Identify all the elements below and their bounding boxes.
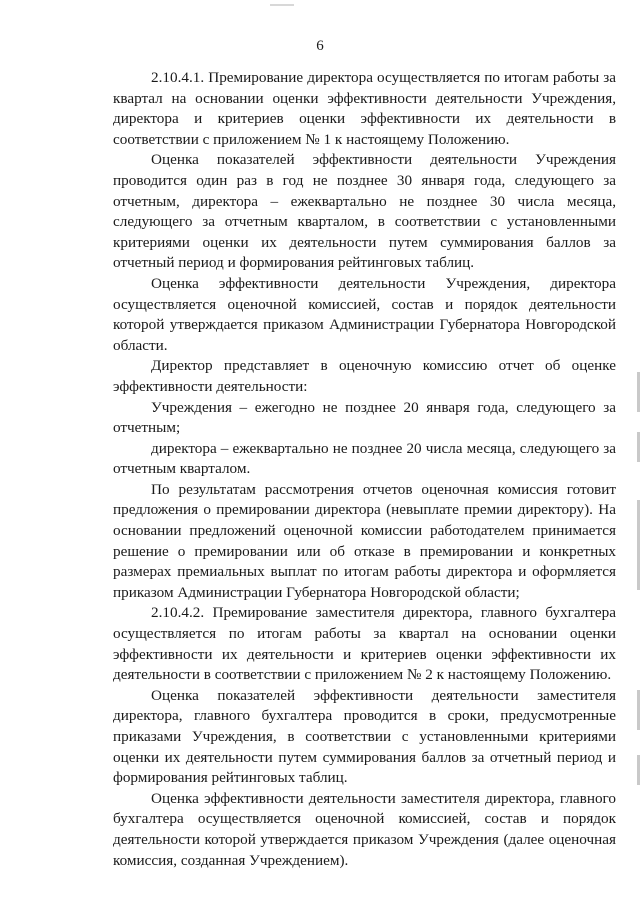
page-number: 6 (316, 38, 324, 54)
scan-speck (270, 4, 294, 6)
paragraph-deputy-indicators: Оценка показателей эффективности деятельности заместителя директора, главного бухгалтера проводится в сроки, предусмотренные приказами Учреждения, в соответствии с установленными критериями оценки их деятельности путем суммирования баллов за отчетный период и формирования рейтинговых таблиц. (113, 686, 616, 787)
paragraph-evaluation-commission: Оценка эффективности деятельности Учреждения, директора осуществляется оценочной комиссией, состав и порядок деятельности которой утверждается приказом Администрации Губернатора Новгородской области. (113, 274, 616, 354)
list-item-institution: Учреждения – ежегодно не позднее 20 января года, следующего за отчетным; (113, 398, 616, 437)
paragraph-director-report: Директор представляет в оценочную комиссию отчет об оценке эффективности деятельности: (113, 357, 616, 395)
list-item-director: директора – ежеквартально не позднее 20 числа месяца, следующего за отчетным кварталом. (113, 439, 616, 478)
document-body (113, 68, 616, 871)
paragraph-deputy-commission: Оценка эффективности деятельности заместителя директора, главного бухгалтера осуществляется оценочной комиссией, состав и порядок деятельности которой утверждается приказом Учреждения (далее оценочная комиссия, созданная Учреждением). (113, 789, 616, 869)
paragraph-2-10-4-1: 2.10.4.1. Премирование директора осуществляется по итогам работы за квартал на основании оценки эффективности деятельности Учреждения, директора и критериев оценки эффективности их деятельности в соответствии с приложением № 1 к настоящему Положению. (113, 69, 616, 148)
paragraph-review-results: По результатам рассмотрения отчетов оценочная комиссия готовит предложения о премировании директора (невыплате премии директору). На основании предложений оценочной комиссии работодателем принимается решение о премировании или об отказе в премировании и конкретных размерах премиальных выплат по итогам работы директора и оформляется приказом Администрации Губернатора Новгородской области; (113, 480, 616, 601)
paragraph-2-10-4-2: 2.10.4.2. Премирование заместителя директора, главного бухгалтера осуществляется по итогам работы за квартал на основании оценки эффективности их деятельности и критериев оценки эффективности их деятельности в соответствии с приложением № 2 к настоящему Положению. (113, 604, 616, 684)
paragraph-evaluation-indicators: Оценка показателей эффективности деятельности Учреждения проводится один раз в год не позднее 30 января года, следующего за отчетным, директора – ежеквартально не позднее 30 числа месяца, следующего за отчетным кварталом, в соответствии с установленными критериями оценки их деятельности путем суммирования баллов за отчетный период и формирования рейтинговых таблиц. (113, 151, 616, 272)
